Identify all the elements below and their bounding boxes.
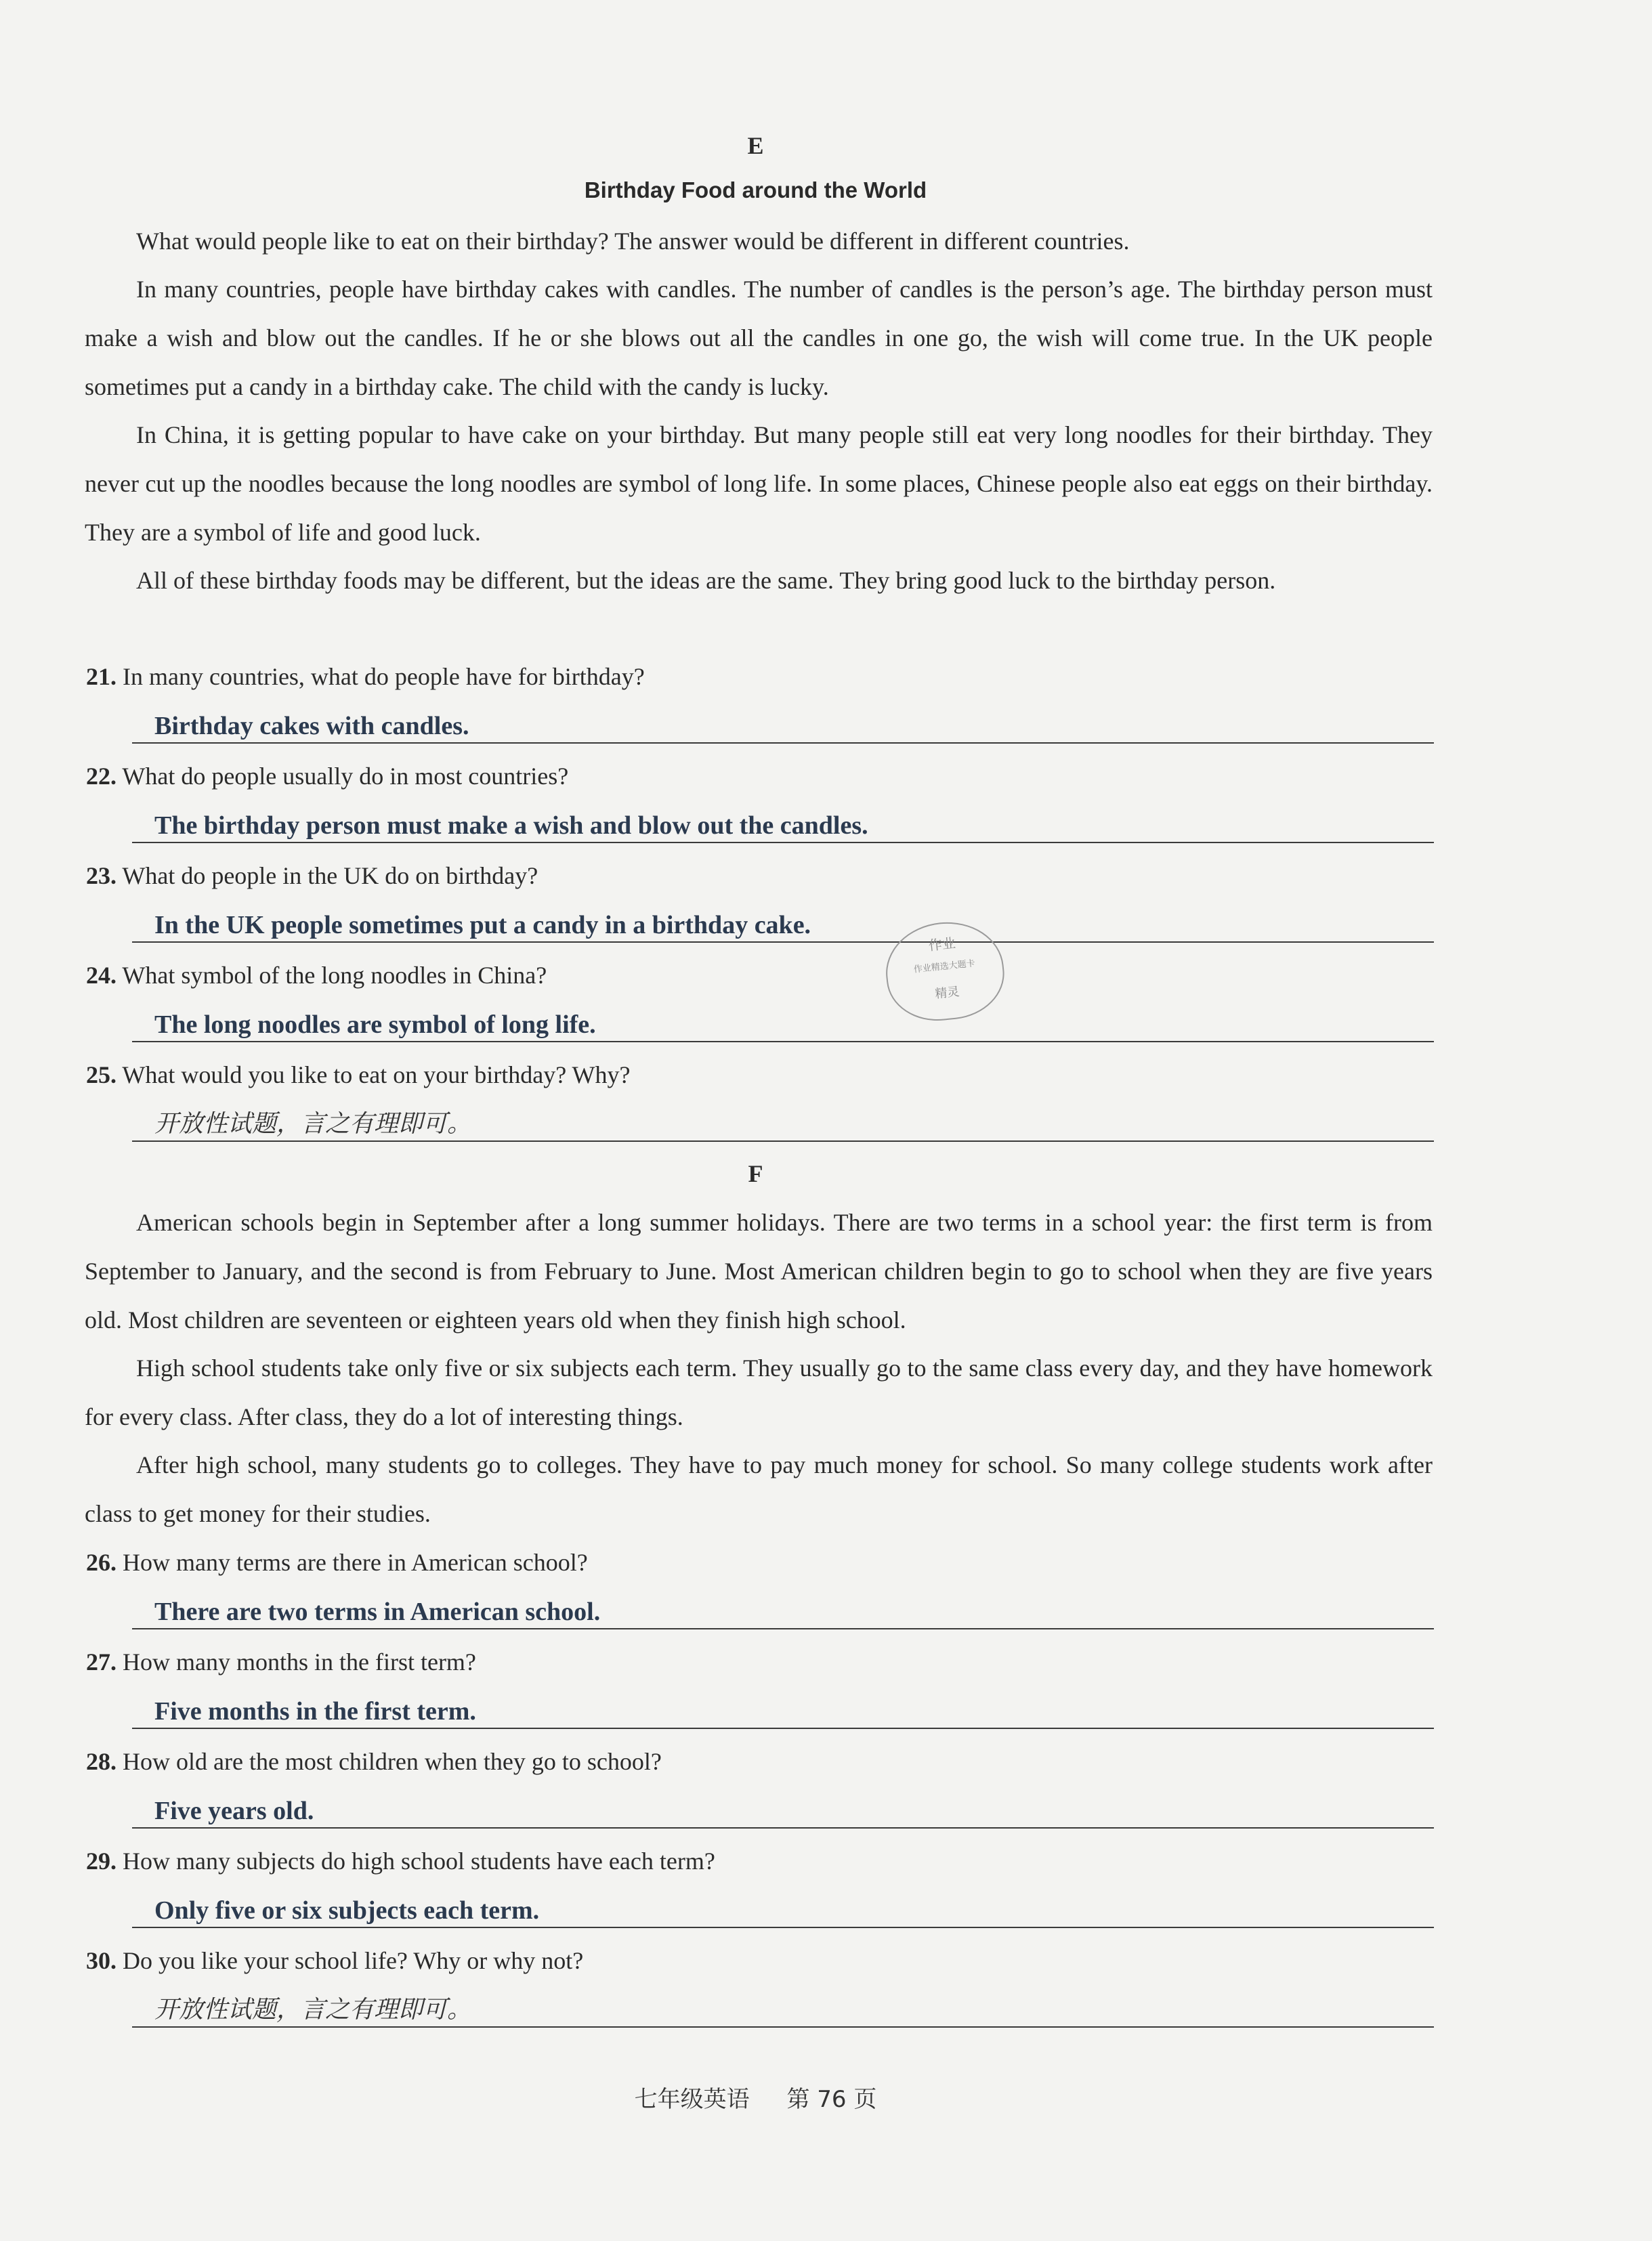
question-23 <box>86 861 1434 891</box>
answer-field-25[interactable] <box>132 1103 1434 1142</box>
question-number: 27. <box>86 1648 117 1676</box>
question-24 <box>86 960 1434 990</box>
answer-text: 开放性试题，言之有理即可。 <box>154 1996 472 2023</box>
question-text: How many terms are there in American school? <box>123 1549 588 1576</box>
question-text: How many months in the first term? <box>123 1648 476 1676</box>
answer-text: There are two terms in American school. <box>154 1598 601 1626</box>
question-27 <box>86 1647 1434 1677</box>
answer-field-23[interactable] <box>132 903 1434 943</box>
question-number: 25. <box>86 1061 117 1088</box>
answer-field-29[interactable] <box>132 1889 1434 1928</box>
question-text: In many countries, what do people have for birthday? <box>123 663 645 690</box>
question-number: 24. <box>86 962 117 989</box>
answer-field-22[interactable] <box>132 804 1434 843</box>
question-25 <box>86 1060 1434 1090</box>
answer-text: Five years old. <box>154 1797 314 1825</box>
footer-page-number: 第 76 页 <box>786 2086 877 2113</box>
answer-field-28[interactable] <box>132 1789 1434 1829</box>
section-e-title: Birthday Food around the World <box>584 177 927 202</box>
question-text: What do people in the UK do on birthday? <box>122 862 538 889</box>
question-number: 28. <box>86 1748 117 1775</box>
answer-text: Only five or six subjects each term. <box>154 1896 540 1925</box>
section-f-paragraph-2: High school students take only five or six subjects each term. They usually go to the same class every day, and they have homework for every class. After class, they do a lot of interesting things. <box>85 1354 1433 1430</box>
question-text: What do people usually do in most countries? <box>122 763 569 790</box>
answer-text: Five months in the first term. <box>154 1697 476 1726</box>
question-29 <box>86 1846 1434 1876</box>
answer-field-30[interactable] <box>132 1988 1434 2028</box>
question-number: 29. <box>86 1848 117 1875</box>
section-e-paragraph-1: What would people like to eat on their birthday? The answer would be different in different countries. <box>136 228 1130 255</box>
question-text: How old are the most children when they go to school? <box>123 1748 662 1775</box>
stamp-line-2: 作业精选大题卡 <box>913 958 976 975</box>
answer-text: 开放性试题，言之有理即可。 <box>154 1110 472 1137</box>
question-number: 23. <box>86 862 117 889</box>
question-28 <box>86 1747 1434 1776</box>
answer-text: Birthday cakes with candles. <box>154 712 469 740</box>
answer-field-24[interactable] <box>132 1003 1434 1042</box>
answer-field-27[interactable] <box>132 1690 1434 1729</box>
question-text: What would you like to eat on your birthday? Why? <box>122 1061 631 1088</box>
question-number: 26. <box>86 1549 117 1576</box>
question-30 <box>86 1946 1434 1976</box>
section-e-paragraph-4: All of these birthday foods may be different, but the ideas are the same. They bring good luck to the birthday person. <box>136 567 1276 594</box>
section-e-paragraph-3: In China, it is getting popular to have cake on your birthday. But many people still eat very long noodles for their birthday. They never cut up the noodles because the long noodles are symbol of long life. In some places, Chinese people also eat eggs on their birthday. They are a symbol of life and good luck. <box>85 421 1433 546</box>
answer-text: In the UK people sometimes put a candy in a birthday cake. <box>154 911 811 939</box>
question-text: How many subjects do high school students have each term? <box>123 1848 715 1875</box>
section-e-paragraph-2: In many countries, people have birthday cakes with candles. The number of candles is the person’s age. The birthday person must make a wish and blow out the candles. If he or she blows out all the candles in one go, the wish will come true. In the UK people sometimes put a candy in a birthday cake. The child with the candy is lucky. <box>85 276 1433 400</box>
section-f-paragraph-1: American schools begin in September after a long summer holidays. There are two terms in a school year: the first term is from September to January, and the second is from February to June. Most American children begin to go to school when they are five years old. Most children are seventeen or eighteen years old when they finish high school. <box>85 1209 1433 1333</box>
question-number: 22. <box>86 763 117 790</box>
section-e-letter: E <box>747 132 764 159</box>
section-f-letter: F <box>748 1160 763 1187</box>
answer-field-21[interactable] <box>132 704 1434 744</box>
question-text: Do you like your school life? Why or why not? <box>123 1947 584 1974</box>
question-26 <box>86 1548 1434 1577</box>
page-footer <box>0 2080 1511 2114</box>
answer-field-26[interactable] <box>132 1590 1434 1629</box>
question-21 <box>86 662 1434 691</box>
stamp-line-3: 精灵 <box>934 984 960 1002</box>
answer-text: The long noodles are symbol of long life. <box>154 1010 596 1039</box>
footer-subject: 七年级英语 <box>634 2086 750 2113</box>
stamp-line-1: 作业 <box>927 935 956 954</box>
answer-text: The birthday person must make a wish and blow out the candles. <box>154 811 868 840</box>
question-number: 21. <box>86 663 117 690</box>
question-22 <box>86 761 1434 791</box>
question-number: 30. <box>86 1947 117 1974</box>
question-text: What symbol of the long noodles in China? <box>122 962 547 989</box>
section-f-paragraph-3: After high school, many students go to colleges. They have to pay much money for school. So many college students work after class to get money for their studies. <box>85 1451 1433 1527</box>
